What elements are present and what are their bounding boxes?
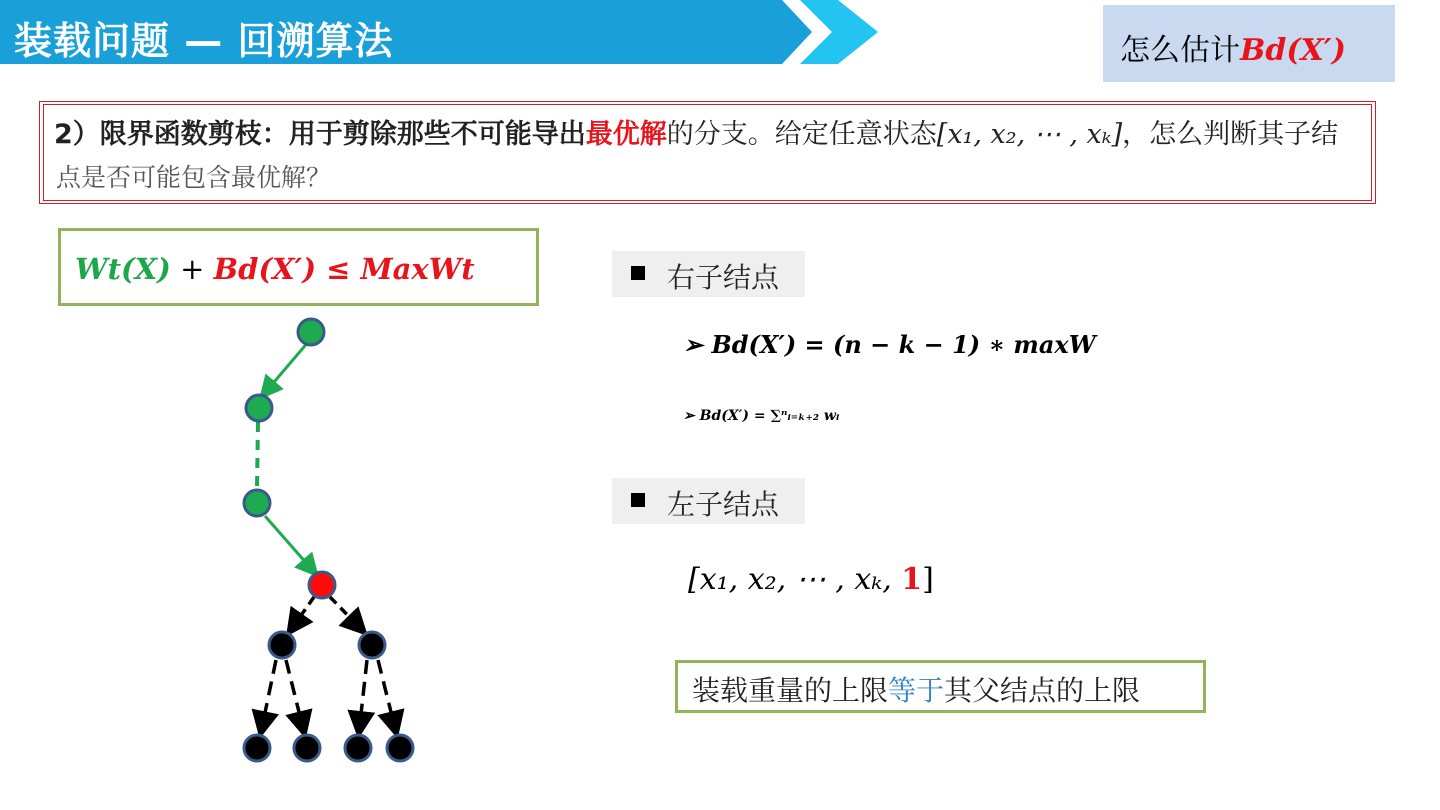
question-prefix: 怎么估计: [1120, 33, 1240, 68]
tree-edge: [330, 597, 363, 631]
formula-wt: Wt(X): [75, 252, 171, 286]
tree-edge: [286, 660, 304, 732]
tree-node-green: [244, 490, 270, 516]
tree-node-leaf: [244, 735, 270, 761]
vector-suffix: ]: [922, 562, 934, 597]
formula-plus: +: [170, 252, 214, 286]
vector-last: 1: [901, 562, 923, 597]
note-text-b: 其父结点的上限: [944, 674, 1141, 707]
tree-edge: [290, 597, 314, 631]
rule-number: 2）: [54, 119, 100, 150]
square-bullet-icon: [631, 266, 645, 280]
left-child-vector: [688, 562, 934, 597]
formula-bd: Bd(X′) ≤ MaxWt: [213, 252, 475, 286]
rule-line-2: 点是否可能包含最优解？: [56, 163, 332, 192]
rule-state-math: [x₁, x₂, ⋯ , xₖ]: [936, 119, 1123, 150]
tree-node-leaf: [294, 735, 320, 761]
search-tree: [230, 310, 430, 770]
rule-text-a: 限界函数剪枝：用于剪除那些不可能导出: [99, 119, 586, 150]
tree-node-leaf: [387, 735, 413, 761]
tree-node-black: [359, 632, 385, 658]
question-text: [1120, 25, 1346, 69]
rule-text-c: ，怎么判断其子结: [1122, 119, 1339, 150]
right-child-label: 右子结点: [667, 261, 780, 294]
tree-node-current: [309, 572, 335, 598]
note-text-a: 装载重量的上限: [692, 674, 889, 707]
rule-highlight: 最优解: [585, 119, 667, 150]
left-child-label: 左子结点: [667, 488, 780, 521]
tree-edge: [257, 422, 258, 488]
tree-edge: [263, 341, 309, 395]
tree-edge: [378, 660, 396, 732]
vector-prefix: [x₁, x₂, ⋯ , xₖ,: [688, 562, 902, 597]
right-bound-formula: ➢ Bd(X′) = (n − k − 1) ∗ maxW: [683, 330, 1096, 359]
tree-node-black: [269, 632, 295, 658]
note-highlight: 等于: [888, 674, 945, 707]
note-text: [692, 669, 1140, 709]
bound-formula: [75, 252, 475, 286]
question-math: Bd(X′): [1240, 33, 1346, 68]
rule-line-1: [54, 112, 1338, 151]
tree-node-root: [298, 319, 324, 345]
page-title: 装载问题 — 回溯算法: [14, 19, 394, 63]
square-bullet-icon: [631, 493, 645, 507]
right-bound-formula-alt: ➢ Bd(X′) = ∑ⁿᵢ₌ₖ₊₂ wᵢ: [683, 408, 840, 422]
tree-edge: [265, 516, 315, 573]
tree-node-leaf: [345, 735, 371, 761]
tree-edge: [261, 660, 276, 732]
tree-edge: [359, 660, 367, 732]
tree-node-green: [246, 395, 272, 421]
rule-text-b: 的分支。给定任意状态: [666, 119, 937, 150]
